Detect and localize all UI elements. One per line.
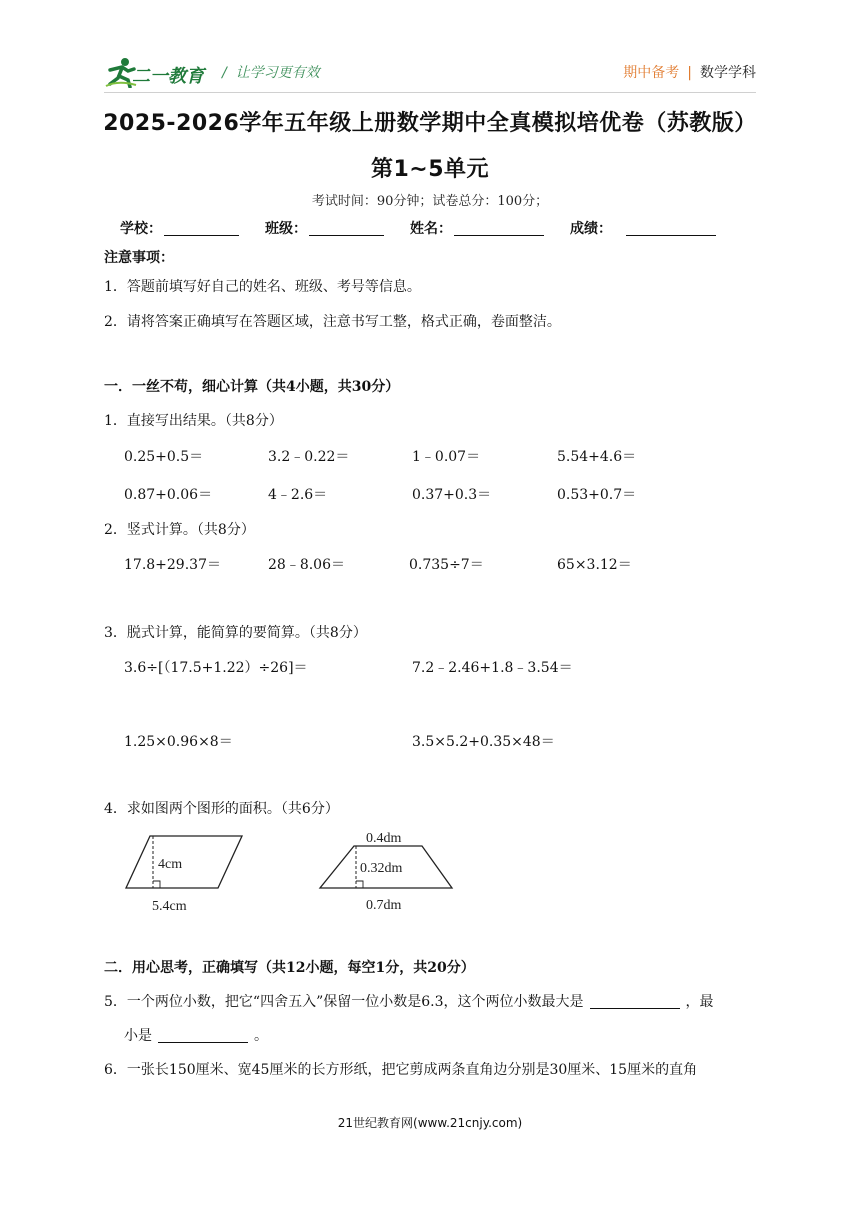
q5-max-blank[interactable] — [590, 1008, 680, 1009]
page-subtitle: 第1~5单元 — [370, 157, 490, 182]
q5-line1 — [104, 991, 714, 1011]
q1-item: 0.25+0.5＝ — [124, 449, 204, 465]
q4-prompt: 4．求如图两个图形的面积。（共6分） — [104, 801, 339, 817]
school-label: 学校： — [120, 221, 162, 237]
q2-prompt: 2．竖式计算。（共8分） — [104, 522, 255, 538]
q1-item: 5.54+4.6＝ — [557, 449, 637, 465]
header-rule — [104, 92, 756, 93]
q5-text-c: 小是 — [124, 1028, 152, 1044]
q2-item: 65×3.12＝ — [557, 557, 632, 573]
right-angle-mark — [356, 881, 363, 888]
q3-item: 3.6÷[（17.5+1.22）÷26]＝ — [124, 660, 308, 676]
header-right — [623, 62, 756, 82]
exam-info: 考试时间：90分钟；试卷总分：100分； — [311, 194, 549, 209]
q2-item: 0.735÷7＝ — [409, 557, 484, 573]
q3-prompt: 3．脱式计算，能简算的要简算。（共8分） — [104, 625, 367, 641]
q5-text-b: ，最 — [685, 994, 714, 1010]
name-label: 姓名： — [410, 221, 452, 237]
q3-item: 7.2﹣2.46+1.8﹣3.54＝ — [412, 660, 573, 676]
parallelogram-base-label: 5.4cm — [152, 899, 187, 914]
notes-item-1: 1．答题前填写好自己的姓名、班级、考号等信息。 — [104, 279, 421, 295]
trapezoid-height-label: 0.32dm — [360, 861, 403, 876]
q2-item: 17.8+29.37＝ — [124, 557, 221, 573]
q3-item: 1.25×0.96×8＝ — [124, 734, 233, 750]
exam-type: 期中备考 — [623, 65, 680, 81]
q5-text-d: 。 — [254, 1028, 268, 1044]
logo-text: 二一教育 — [132, 66, 204, 87]
page-title: 2025-2026学年五年级上册数学期中全真模拟培优卷（苏教版） — [103, 111, 757, 136]
right-angle-mark — [153, 881, 160, 888]
section1-heading: 一．一丝不苟，细心计算（共4小题，共30分） — [104, 379, 400, 395]
q6-line1: 6．一张长150厘米、宽45厘米的长方形纸，把它剪成两条直角边分别是30厘米、15厘米的直角 — [104, 1062, 698, 1078]
class-label: 班级： — [265, 221, 307, 237]
slogan: / 让学习更有效 — [222, 65, 320, 81]
subject: 数学学科 — [700, 65, 756, 81]
q1-item: 0.87+0.06＝ — [124, 487, 213, 503]
section2-heading: 二．用心思考，正确填写（共12小题，每空1分，共20分） — [104, 960, 475, 976]
score-label: 成绩： — [570, 221, 612, 237]
q5-min-blank[interactable] — [158, 1042, 248, 1043]
score-blank[interactable] — [626, 235, 716, 236]
class-blank[interactable] — [309, 235, 384, 236]
q1-item: 1﹣0.07＝ — [412, 449, 481, 465]
q5-text-a: 5．一个两位小数，把它“四舍五入”保留一位小数是6.3，这个两位小数最大是 — [104, 994, 584, 1010]
trapezoid-figure — [312, 824, 462, 916]
notes-item-2: 2．请将答案正确填写在答题区域，注意书写工整，格式正确，卷面整洁。 — [104, 314, 561, 330]
parallelogram-height-label: 4cm — [158, 857, 183, 872]
name-blank[interactable] — [454, 235, 544, 236]
q3-item: 3.5×5.2+0.35×48＝ — [412, 734, 555, 750]
q1-item: 3.2﹣0.22＝ — [268, 449, 350, 465]
slogan-text: 让学习更有效 — [235, 65, 320, 81]
parallelogram-shape — [126, 836, 242, 888]
q2-item: 28﹣8.06＝ — [268, 557, 345, 573]
parallelogram-figure — [120, 830, 250, 916]
student-info-row — [120, 218, 742, 238]
q1-item: 4﹣2.6＝ — [268, 487, 328, 503]
q1-prompt: 1．直接写出结果。（共8分） — [104, 413, 283, 429]
footer: 21世纪教育网(www.21cnjy.com) — [337, 1116, 523, 1130]
header-divider: | — [687, 65, 692, 81]
q1-item: 0.37+0.3＝ — [412, 487, 492, 503]
notes-heading: 注意事项： — [104, 250, 174, 266]
trapezoid-bottom-label: 0.7dm — [366, 898, 402, 913]
q5-line2 — [124, 1025, 268, 1045]
school-blank[interactable] — [164, 235, 239, 236]
trapezoid-top-label: 0.4dm — [366, 831, 402, 846]
q1-item: 0.53+0.7＝ — [557, 487, 637, 503]
